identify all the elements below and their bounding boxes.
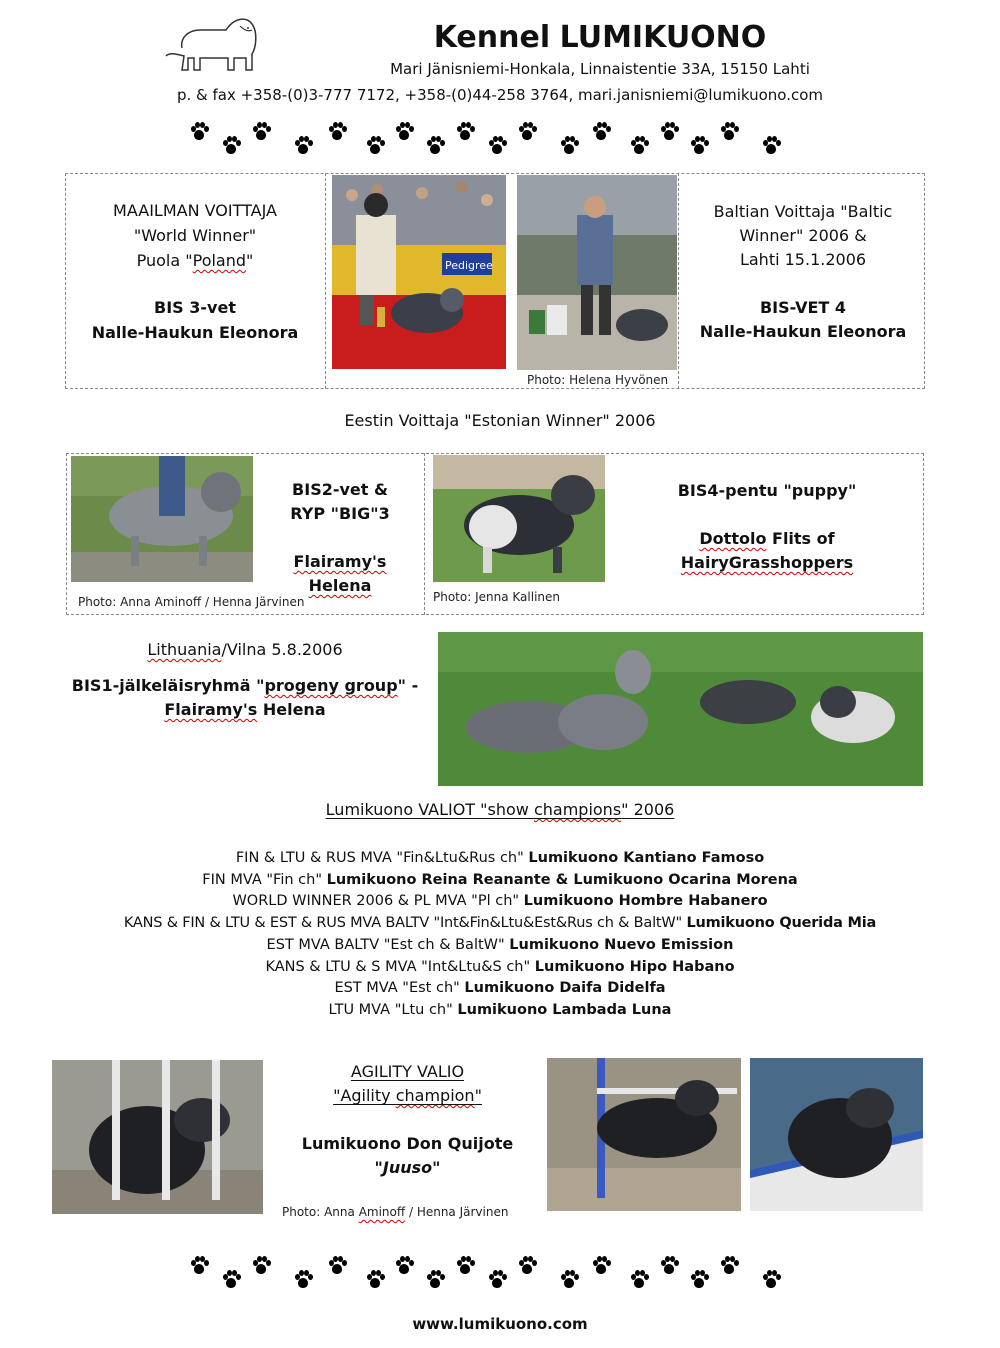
paw-print-icon [252, 1256, 270, 1276]
kennel-title [380, 20, 820, 55]
paw-print-icon [426, 136, 444, 156]
agility-credit: Photo: Anna Aminoff / Henna Järvinen [282, 1205, 509, 1219]
agility-nickname: "Juuso" [374, 1158, 441, 1177]
lithuania-dog: Flairamy's Helena [164, 700, 326, 719]
baltic-photo-credit: Photo: Helena Hyvönen [527, 373, 669, 387]
lithuania-result: BIS1-jälkeläisryhmä "progeny group" - [71, 676, 419, 695]
baltic-result: BIS-VET 4 [759, 298, 847, 317]
champion-item: EST MVA BALTV "Est ch & BaltW" Lumikuono Nuevo Emission [266, 936, 734, 953]
kennel-prefix: Kennel [433, 20, 551, 55]
paw-print-icon [222, 1270, 240, 1290]
estonia-left-text [265, 478, 415, 598]
paw-print-icon [630, 1270, 648, 1290]
paw-row-bottom [0, 1252, 1000, 1302]
paw-print-icon [222, 136, 240, 156]
paw-print-icon [592, 122, 610, 142]
divider [325, 173, 326, 389]
baltic-dog: Nalle-Haukun Eleonora [699, 322, 907, 341]
paw-print-icon [252, 122, 270, 142]
champions-title: Lumikuono VALIOT "show champions" 2006 [325, 800, 675, 819]
champions-list [60, 848, 940, 1022]
paw-row-top [0, 118, 1000, 168]
paw-print-icon [395, 1256, 413, 1276]
agility-jump-photo [547, 1058, 741, 1211]
paw-print-icon [720, 1256, 738, 1276]
paw-print-icon [690, 136, 708, 156]
paw-print-icon [560, 136, 578, 156]
paw-print-icon [190, 122, 208, 142]
paw-print-icon [762, 136, 780, 156]
estonia-right-text [612, 479, 922, 575]
paw-print-icon [762, 1270, 780, 1290]
champion-item: EST MVA "Est ch" Lumikuono Daifa Didelfa [334, 980, 666, 997]
paw-print-icon [488, 136, 506, 156]
paw-print-icon [328, 122, 346, 142]
estonia-left-result1: BIS2-vet & [292, 480, 388, 499]
paw-print-icon [592, 1256, 610, 1276]
world-line1: MAAILMAN VOITTAJA [113, 201, 277, 220]
paw-print-icon [720, 122, 738, 142]
paw-print-icon [518, 1256, 536, 1276]
dog-logo-icon [160, 8, 260, 74]
baltic-winner-text [683, 200, 923, 344]
paw-print-icon [456, 1256, 474, 1276]
paw-print-icon [660, 122, 678, 142]
paw-print-icon [518, 122, 536, 142]
paw-print-icon [395, 122, 413, 142]
champion-item: FIN & LTU & RUS MVA "Fin&Ltu&Rus ch" Lumikuono Kantiano Famoso [235, 850, 765, 866]
agility-subtitle: "Agility champion" [333, 1086, 482, 1105]
agility-contact-photo [750, 1058, 923, 1211]
paw-print-icon [560, 1270, 578, 1290]
paw-print-icon [426, 1270, 444, 1290]
world-winner-photo [332, 175, 506, 369]
estonia-right-dog: Dottolo Flits of HairyGrasshoppers [680, 529, 854, 572]
paw-print-icon [630, 136, 648, 156]
champion-item: KANS & LTU & S MVA "Int&Ltu&S ch" Lumikuono Hipo Habano [265, 958, 735, 975]
website-link[interactable]: www.lumikuono.com [412, 1315, 588, 1333]
paw-print-icon [366, 136, 384, 156]
lithuania-text [70, 638, 420, 722]
agility-weave-photo [52, 1060, 263, 1214]
paw-print-icon [488, 1270, 506, 1290]
progeny-group-photo [438, 632, 923, 786]
kennel-name: LUMIKUONO [559, 20, 767, 55]
paw-print-icon [366, 1270, 384, 1290]
estonia-right-photo [433, 455, 605, 582]
baltic-line1: Baltian Voittaja "Baltic [713, 202, 893, 221]
world-line3: Puola "Poland" [136, 251, 254, 270]
world-result: BIS 3-vet [154, 298, 236, 317]
estonia-left-dog: Flairamy's Helena [293, 552, 387, 595]
paw-print-icon [456, 122, 474, 142]
estonia-right-credit: Photo: Jenna Kallinen [433, 590, 560, 604]
paw-print-icon [190, 1256, 208, 1276]
paw-print-icon [294, 1270, 312, 1290]
world-winner-text [70, 198, 320, 345]
champion-item: LTU MVA "Ltu ch" Lumikuono Lambada Luna [328, 1001, 672, 1018]
paw-print-icon [294, 136, 312, 156]
svg-text:Pedigree: Pedigree [445, 259, 493, 272]
baltic-line2: Winner" 2006 & [739, 226, 867, 245]
world-line2: "World Winner" [133, 226, 257, 245]
champion-item: WORLD WINNER 2006 & PL MVA "Pl ch" Lumikuono Hombre Habanero [232, 893, 768, 910]
champion-item: FIN MVA "Fin ch" Lumikuono Reina Reanante & Lumikuono Ocarina Morena [202, 871, 798, 888]
divider [678, 173, 679, 389]
estonia-left-result2: RYP "BIG"3 [290, 504, 390, 523]
agility-dog: Lumikuono Don Quijote [301, 1134, 514, 1153]
estonia-left-credit: Photo: Anna Aminoff / Henna Järvinen [78, 595, 305, 609]
kennel-address: Mari Jänisniemi-Honkala, Linnaistentie 33A, 15150 Lahti [390, 60, 810, 78]
baltic-line3: Lahti 15.1.2006 [739, 250, 867, 269]
lithuania-place: Lithuania/Vilna 5.8.2006 [147, 640, 343, 659]
paw-print-icon [660, 1256, 678, 1276]
paw-print-icon [328, 1256, 346, 1276]
divider [424, 453, 425, 615]
champion-item: KANS & FIN & LTU & EST & RUS MVA BALTV "Int&Fin&Ltu&Est&Rus ch & BaltW" Lumikuono Querida Mia [123, 915, 877, 932]
kennel-contact: p. & fax +358-(0)3-777 7172, +358-(0)44-258 3764, mari.janisniemi@lumikuono.com [176, 86, 824, 104]
estonia-title: Eestin Voittaja "Estonian Winner" 2006 [344, 411, 656, 430]
agility-title: AGILITY VALIO [350, 1062, 465, 1081]
baltic-winner-photo [517, 175, 677, 370]
estonia-left-photo [71, 456, 253, 582]
paw-print-icon [690, 1270, 708, 1290]
world-dog: Nalle-Haukun Eleonora [91, 323, 299, 342]
estonia-right-result: BIS4-pentu "puppy" [677, 481, 857, 500]
agility-text [290, 1060, 525, 1180]
